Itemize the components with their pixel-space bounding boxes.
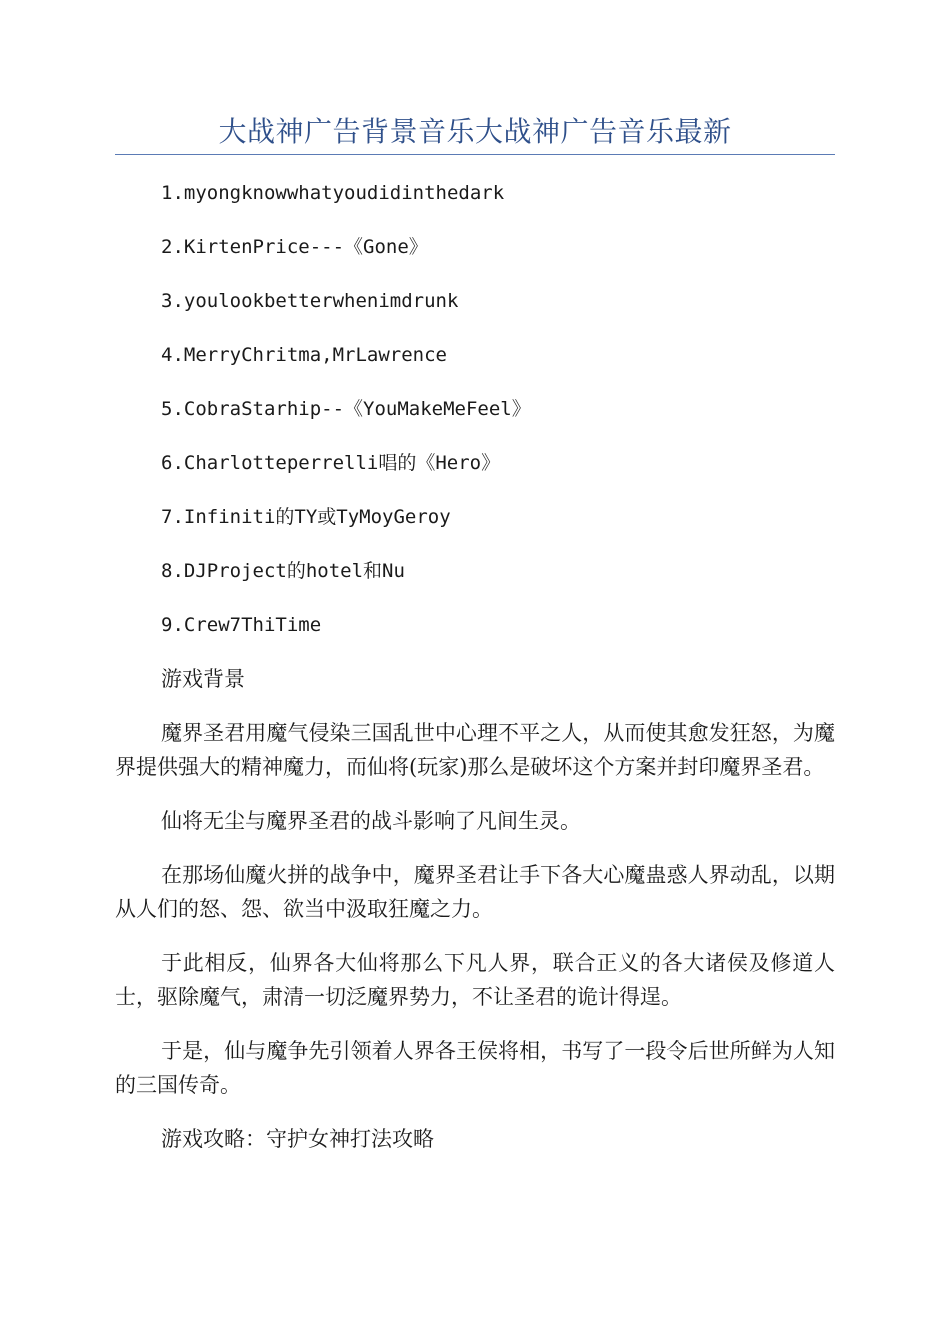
song-list-item: 7.Infiniti的TY或TyMoyGeroy <box>161 506 451 528</box>
body-paragraph: 于是，仙与魔争先引领着人界各王侯将相，书写了一段令后世所鲜为人知的三国传奇。 <box>115 1039 835 1097</box>
title-underline <box>115 154 835 155</box>
body-paragraph: 魔界圣君用魔气侵染三国乱世中心理不平之人，从而使其愈发狂怒，为魔界提供强大的精神魔力，而仙将(玩家)那么是破坏这个方案并封印魔界圣君。 <box>115 721 835 779</box>
section-heading-background: 游戏背景 <box>161 667 245 691</box>
song-list-item: 1.myongknowwhatyoudidinthedark <box>161 182 505 204</box>
body-paragraph: 在那场仙魔火拼的战争中，魔界圣君让手下各大心魔蛊惑人界动乱，以期从人们的怒、怨、欲当中汲取狂魔之力。 <box>115 863 835 921</box>
song-list-item: 6.Charlotteperrelli唱的《Hero》 <box>161 452 501 474</box>
song-list-item: 8.DJProject的hotel和Nu <box>161 560 405 582</box>
body-paragraph: 仙将无尘与魔界圣君的战斗影响了凡间生灵。 <box>161 809 581 833</box>
body-paragraph: 于此相反，仙界各大仙将那么下凡人界，联合正义的各大诸侯及修道人士，驱除魔气，肃清一切泛魔界势力，不让圣君的诡计得逞。 <box>115 951 835 1009</box>
song-list-item: 4.MerryChritma,MrLawrence <box>161 344 447 366</box>
section-heading-strategy: 游戏攻略：守护女神打法攻略 <box>161 1127 434 1151</box>
song-list-item: 5.CobraStarhip--《YouMakeMeFeel》 <box>161 398 531 420</box>
song-list-item: 2.KirtenPrice---《Gone》 <box>161 236 428 258</box>
song-list-item: 3.youlookbetterwhenimdrunk <box>161 290 459 312</box>
document-body <box>115 176 835 1176</box>
song-list-item: 9.Crew7ThiTime <box>161 614 322 636</box>
document-title: 大战神广告背景音乐大战神广告音乐最新 <box>218 115 732 148</box>
